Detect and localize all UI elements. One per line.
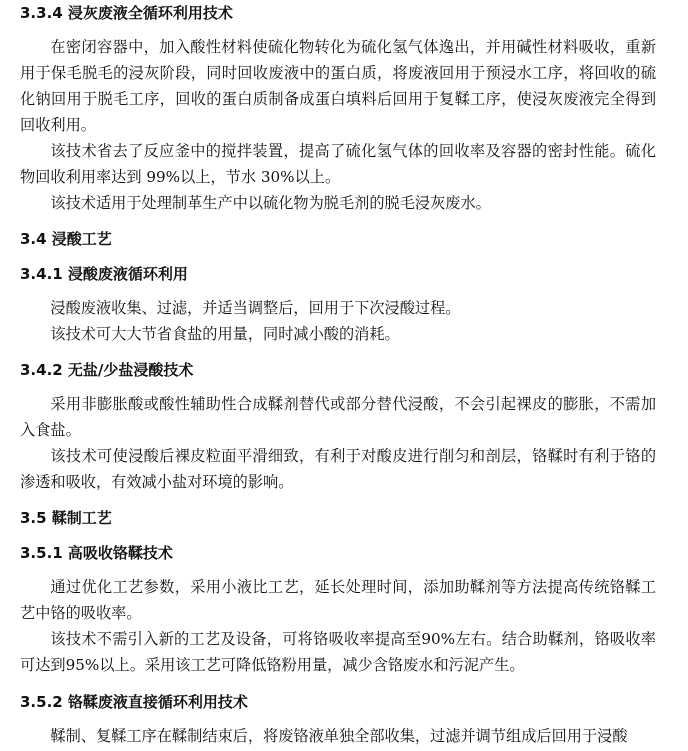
paragraph: 该技术可使浸酸后裸皮粒面平滑细致，有利于对酸皮进行削匀和剖层，铬鞣时有利于铬的渗透和吸收，有效减小盐对环境的影响。 bbox=[20, 447, 656, 491]
paragraph: 该技术省去了反应釜中的搅拌装置，提高了硫化氢气体的回收率及容器的密封性能。硫化物回收利用率达到 99%以上，节水 30%以上。 bbox=[20, 142, 656, 186]
paragraph: 采用非膨胀酸或酸性辅助性合成鞣剂替代或部分替代浸酸，不会引起裸皮的膨胀，不需加入食盐。 bbox=[20, 395, 656, 439]
paragraph: 该技术可大大节省食盐的用量，同时减小酸的消耗。 bbox=[50, 325, 400, 343]
paragraph: 鞣制、复鞣工序在鞣制结束后，将废铬液单独全部收集，过滤并调节组成后回用于浸酸 bbox=[50, 727, 628, 745]
section-3-5 bbox=[20, 508, 656, 528]
section-3-4-2 bbox=[20, 360, 656, 380]
section-3-5-1 bbox=[20, 543, 656, 563]
paragraph: 该技术不需引入新的工艺及设备，可将铬吸收率提高至90%左右。结合助鞣剂，铬吸收率可达到95%以上。采用该工艺可降低铬粉用量，减少含铬废水和污泥产生。 bbox=[20, 630, 656, 674]
paragraph: 该技术适用于处理制革生产中以硫化物为脱毛剂的脱毛浸灰废水。 bbox=[50, 194, 491, 212]
paragraph: 通过优化工艺参数，采用小液比工艺，延长处理时间，添加助鞣剂等方法提高传统铬鞣工艺中铬的吸收率。 bbox=[20, 578, 656, 622]
section-heading: 3.5.2 铬鞣废液直接循环利用技术 bbox=[20, 693, 248, 711]
section-3-4-2-body bbox=[20, 391, 656, 495]
section-3-5-2 bbox=[20, 692, 656, 712]
section-3-4 bbox=[20, 229, 656, 249]
section-heading: 3.5.1 高吸收铬鞣技术 bbox=[20, 544, 173, 562]
section-heading: 3.4.2 无盐/少盐浸酸技术 bbox=[20, 361, 194, 379]
section-heading: 3.3.4 浸灰废液全循环利用技术 bbox=[20, 4, 233, 22]
paragraph: 在密闭容器中，加入酸性材料使硫化物转化为硫化氢气体逸出，并用碱性材料吸收，重新用于保毛脱毛的浸灰阶段，同时回收废液中的蛋白质，将废液回用于预浸水工序，将回收的硫化钠回用于脱毛工序，回收的蛋白质制备成蛋白填料后回用于复鞣工序，使浸灰废液完全得到回收利用。 bbox=[20, 38, 656, 134]
section-3-5-1-body bbox=[20, 574, 656, 678]
paragraph: 浸酸废液收集、过滤，并适当调整后，回用于下次浸酸过程。 bbox=[50, 299, 461, 317]
section-heading: 3.4.1 浸酸废液循环利用 bbox=[20, 265, 188, 283]
section-3-3-4 bbox=[20, 3, 656, 23]
section-heading: 3.4 浸酸工艺 bbox=[20, 230, 112, 248]
section-3-5-2-body bbox=[20, 723, 656, 749]
section-heading: 3.5 鞣制工艺 bbox=[20, 509, 112, 527]
section-3-3-4-body bbox=[20, 34, 656, 216]
section-3-4-1-body bbox=[20, 295, 656, 347]
section-3-4-1 bbox=[20, 264, 656, 284]
